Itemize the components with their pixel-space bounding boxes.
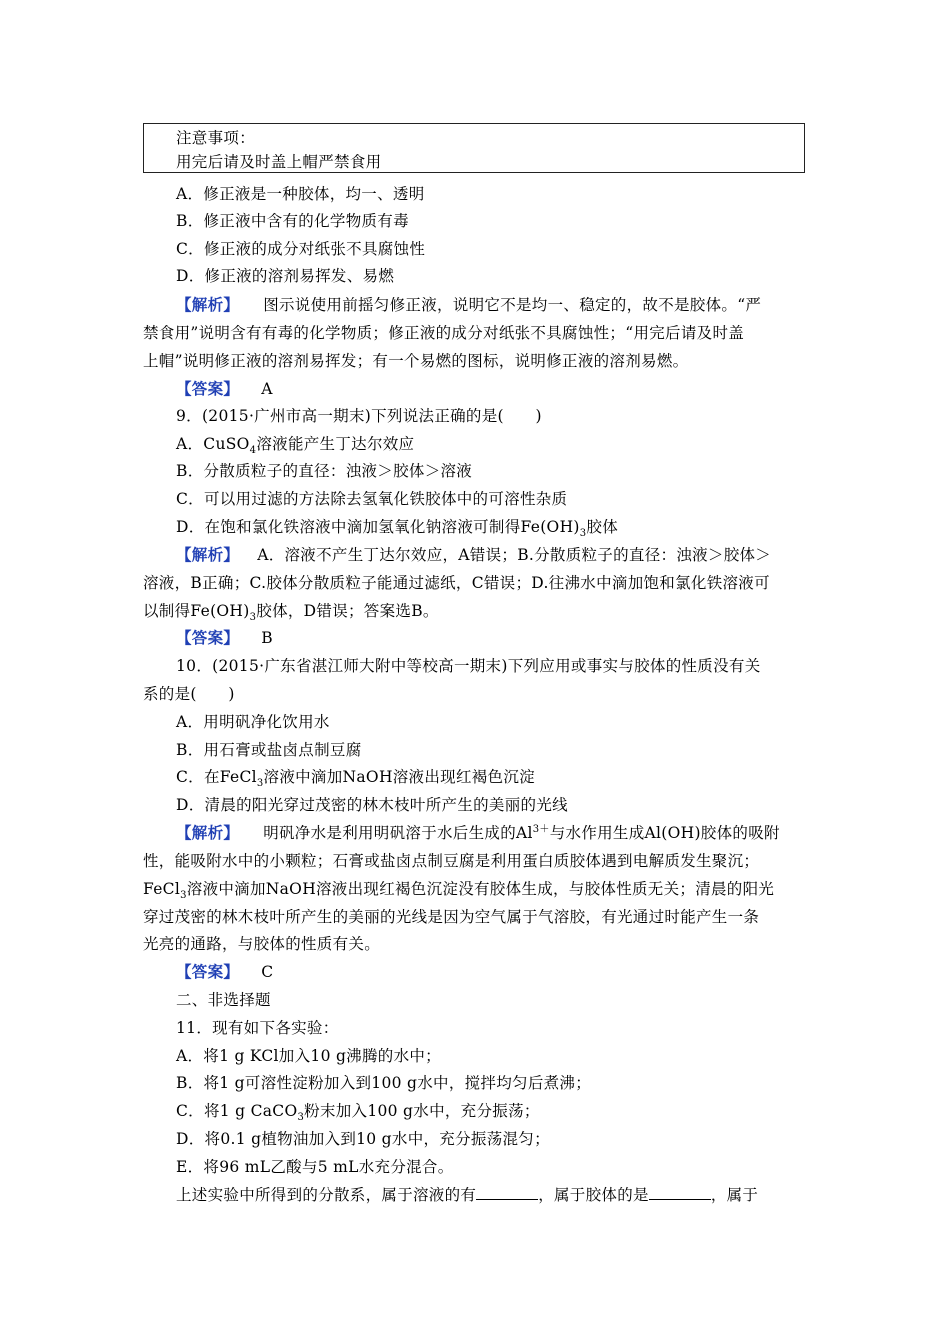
analysis-tag: 【解析】 <box>176 545 240 564</box>
q11-question: 上述实验中所得到的分散系，属于溶液的有 ，属于胶体的是 ，属于 <box>176 1186 759 1204</box>
q9-analysis-line1: 【解析】 A．溶液不产生丁达尔效应，A错误；B.分散质粒子的直径：浊液＞胶体＞ <box>176 545 772 564</box>
q9-stem: 9．(2015·广州市高一期末)下列说法正确的是( ) <box>176 407 542 425</box>
section-heading: 二、非选择题 <box>176 991 271 1009</box>
q10-analysis-line2: 性，能吸附水中的小颗粒；石膏或盐卤点制豆腐是利用蛋白质胶体遇到电解质发生聚沉； <box>143 852 760 870</box>
q8-analysis-line3: 上帽”说明修正液的溶剂易挥发；有一个易燃的图标，说明修正液的溶剂易燃。 <box>143 352 689 370</box>
q10-analysis-line3: FeCl$_3$溶液中滴加NaOH溶液出现红褐色沉淀没有胶体生成，与胶体性质无关；清晨的阳光 <box>143 880 775 902</box>
q8-answer: 【答案】 A <box>176 379 273 398</box>
q11-option-e: E．将96 mL乙酸与5 mL水充分混合。 <box>176 1158 454 1176</box>
q8-option-d: D．修正液的溶剂易挥发、易燃 <box>176 267 395 285</box>
answer-tag: 【答案】 <box>176 962 240 981</box>
q8-option-a: A．修正液是一种胶体，均一、透明 <box>176 185 425 203</box>
q8-analysis-line1: 【解析】 图示说使用前摇匀修正液，说明它不是均一、稳定的，故不是胶体。“严 <box>176 295 762 314</box>
q10-answer: 【答案】 C <box>176 962 274 981</box>
q11-option-a: A．将1 g KCl加入10 g沸腾的水中； <box>176 1047 441 1065</box>
q10-analysis-line1: 【解析】 明矾净水是利用明矾溶于水后生成的$Al^{3+}$与水作用生成Al(OH)胶体的吸附 <box>176 823 780 842</box>
answer-blank[interactable] <box>476 1185 538 1200</box>
q9-option-a: A．CuSO$_4$溶液能产生丁达尔效应 <box>176 435 415 457</box>
analysis-tag: 【解析】 <box>176 823 240 842</box>
q10-option-c: C．在FeCl$_3$溶液中滴加NaOH溶液出现红褐色沉淀 <box>176 768 535 790</box>
q11-option-d: D．将0.1 g植物油加入到10 g水中，充分振荡混匀； <box>176 1130 550 1148</box>
q11-stem: 11．现有如下各实验： <box>176 1019 339 1037</box>
q10-stem-line2: 系的是( ) <box>143 685 235 703</box>
q10-analysis-line5: 光亮的通路，与胶体的性质有关。 <box>143 935 381 953</box>
notice-title: 注意事项： <box>176 129 256 147</box>
q10-option-d: D．清晨的阳光穿过茂密的林木枝叶所产生的美丽的光线 <box>176 796 568 814</box>
q10-option-a: A．用明矾净化饮用水 <box>176 713 330 731</box>
q9-option-c: C．可以用过滤的方法除去氢氧化铁胶体中的可溶性杂质 <box>176 490 568 508</box>
q8-option-c: C．修正液的成分对纸张不具腐蚀性 <box>176 240 426 258</box>
q9-analysis-line3: 以制得$Fe(OH)_3$胶体，D错误；答案选B。 <box>143 602 439 624</box>
q9-analysis-line2: 溶液，B正确；C.胶体分散质粒子能通过滤纸，C错误；D.往沸水中滴加饱和氯化铁溶液可 <box>143 574 770 592</box>
q8-option-b: B．修正液中含有的化学物质有毒 <box>176 212 409 230</box>
answer-tag: 【答案】 <box>176 628 240 647</box>
notice-text: 用完后请及时盖上帽严禁食用 <box>176 153 382 171</box>
answer-blank[interactable] <box>649 1185 711 1200</box>
q10-stem-line1: 10．(2015·广东省湛江师大附中等校高一期末)下列应用或事实与胶体的性质没有关 <box>176 657 761 675</box>
answer-tag: 【答案】 <box>176 379 240 398</box>
q9-answer: 【答案】 B <box>176 628 273 647</box>
q10-analysis-line4: 穿过茂密的林木枝叶所产生的美丽的光线是因为空气属于气溶胶，有光通过时能产生一条 <box>143 908 760 926</box>
q8-analysis-line2: 禁食用”说明含有有毒的化学物质；修正液的成分对纸张不具腐蚀性；“用完后请及时盖 <box>143 324 745 342</box>
q9-option-d: D．在饱和氯化铁溶液中滴加氢氧化钠溶液可制得$Fe(OH)_3$胶体 <box>176 518 619 540</box>
q11-option-c: C．将1 g CaCO$_3$粉末加入100 g水中，充分振荡； <box>176 1102 540 1124</box>
q10-option-b: B．用石膏或盐卤点制豆腐 <box>176 741 362 759</box>
q9-option-b: B．分散质粒子的直径：浊液＞胶体＞溶液 <box>176 462 473 480</box>
analysis-tag: 【解析】 <box>176 295 240 314</box>
q11-option-b: B．将1 g可溶性淀粉加入到100 g水中，搅拌均匀后煮沸； <box>176 1074 592 1092</box>
